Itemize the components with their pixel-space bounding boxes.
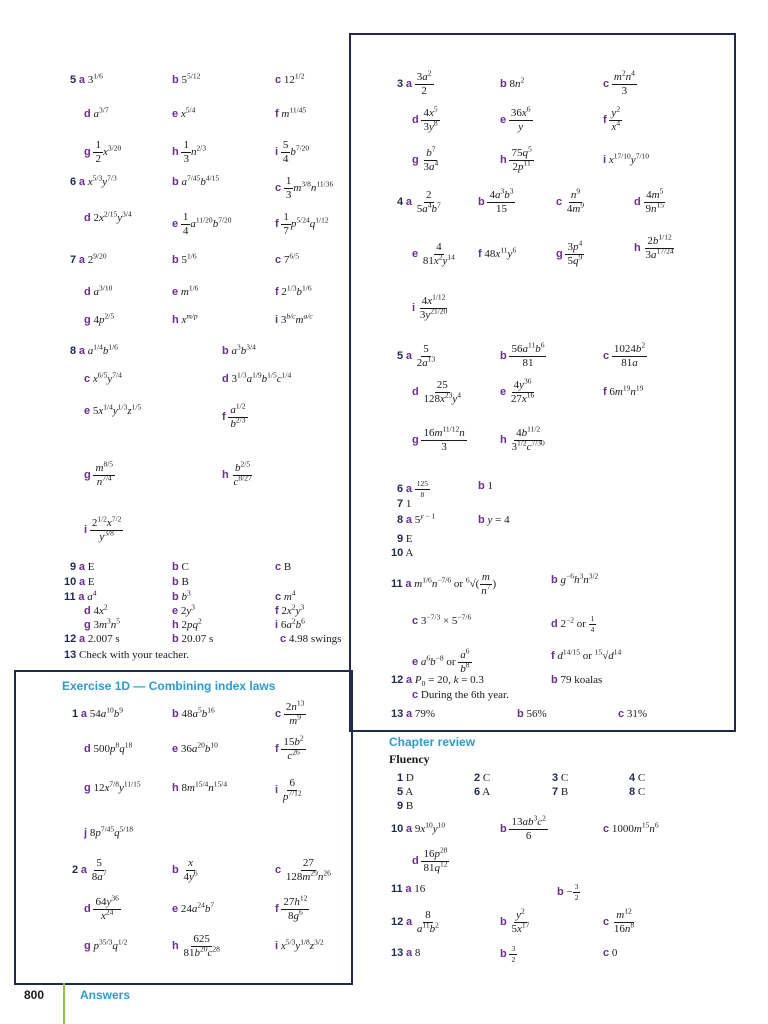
r-4e: e $\frac{4}{81x^2y^{14}}$ [412,241,455,267]
r-6b: b 1 [478,480,493,492]
r-3g: g $\frac{b^7}{3a^4}$ [412,144,439,173]
cr-13b: b $\frac{3}{2}$ [500,944,516,964]
r-5h: h $\frac{4b^{11/2}}{3^{1/2}c^{7/30}}$ [500,424,545,453]
ex1d-2b: b $\frac{x}{4y^6}$ [172,857,198,883]
answer-6f: f $\frac{1}{7}$ $p^{5/24}q^{1/12}$ [275,211,329,237]
r-4f: f $48x^{11}y^6$ [478,245,517,260]
answer-9c: c B [275,561,292,573]
r-11b: b $g^{-6}h^3n^{3/2}$ [551,571,599,586]
cr-6: 6 A [474,786,491,798]
r-3f: f $\frac{y^2}{x^4}$ [603,104,621,133]
answer-8c: c $x^{6/5}y^{7/4}$ [84,370,122,385]
r-7: 7 1 [397,498,412,510]
ex1d-2c: c $\frac{27}{128m^{29}n^{26}}$ [275,857,331,883]
cr-10a: 10 a $9x^{10}y^{10}$ [391,820,446,835]
r-13b: b 56% [517,708,547,720]
cr-3: 3 C [552,772,569,784]
fluency-heading: Fluency [389,752,430,766]
page-number: 800 [24,988,45,1002]
answer-11d: d $4x^2$ [84,602,108,617]
r-8a: 8 a $5^{y - 1}$ [397,511,436,526]
r-3c: c $\frac{m^2n^4}{3}$ [603,68,635,97]
answer-11h: h $2pq^2$ [172,616,202,631]
r-9: 9 E [397,533,413,545]
answer-7e: e $m^{1/6}$ [172,283,199,298]
r-5a: 5 a $\frac{5}{2a^{13}}$ [397,343,436,369]
answer-7i: i $3^{b/c}m^{a/c}$ [275,311,313,326]
answer-5c: c $12^{1/2}$ [275,71,305,86]
r-6a: 6 a $\frac{125}{8}$ [397,479,428,499]
ex1d-1j: j $8p^{7/45}q^{5/18}$ [84,824,133,839]
answer-12c: c 4.98 swings [280,633,342,645]
r-11e: e $a^6b^{-8}$ or $\frac{a^6}{b^8}$ [412,646,470,675]
answer-7g: g $4p^{2/5}$ [84,311,115,326]
answer-8g: g $\frac{m^{8/5}}{n^{7/4}}$ [84,459,114,488]
answer-7h: h $x^{m/p}$ [172,311,198,326]
answer-5i: i $\frac{5}{4}$ $b^{7/20}$ [275,139,310,165]
answer-8h: h $\frac{b^{2/5}}{c^{8/27}}$ [222,459,252,488]
answer-7f: f $2^{1/3}b^{1/6}$ [275,283,312,298]
cr-10b: b $\frac{13ab^3c^2}{6}$ [500,813,546,842]
answer-11e: e $2y^3$ [172,602,196,617]
answer-5g: g $\frac{1}{2}$ $x^{3/20}$ [84,139,122,165]
r-3i: i $x^{17/10}y^{7/10}$ [603,151,650,166]
answer-13: 13 Check with your teacher. [64,649,189,661]
r-13a: 13 a 79% [391,708,436,720]
answer-5d: d $a^{3/7}$ [84,105,109,120]
cr-10c: c $1000m^{15}n^6$ [603,820,659,835]
chapter-review-title: Chapter review [389,735,476,749]
section-label: Answers [80,988,131,1002]
ex1d-1c: c $\frac{2n^{13}}{m^9}$ [275,698,305,727]
r-12a: 12 a $P_0 = 20$, k = 0.3 [391,674,484,689]
ex1d-1a: 1 a $54a^{10}b^9$ [72,705,123,720]
r-11f: f $d^{14/15}$ or $^{15}√d^{14}$ [551,647,622,662]
r-5d: d $\frac{25}{128x^{23}y^4}$ [412,379,462,405]
answer-12b: b 20.07 s [172,633,214,645]
r-5b: b $\frac{56a^{11}b^6}{81}$ [500,340,545,369]
r-3d: d $\frac{4x^5}{3y^8}$ [412,104,438,133]
answer-5f: f $m^{11/45}$ [275,105,307,120]
answer-7b: b $5^{1/6}$ [172,251,197,266]
answer-5h: h $\frac{1}{3}$ $n^{2/3}$ [172,139,207,165]
answer-5a: 5 a $3^{1/6}$ [70,71,103,86]
highlight-box-right [349,33,736,732]
cr-11a: 11 a 16 [391,883,426,895]
r-3a: 3 a $\frac{3a^2}{2}$ [397,68,432,97]
answer-11f: f $2x^2y^3$ [275,602,305,617]
r-4i: i $\frac{4x^{1/12}}{3y^{21/20}}$ [412,292,448,321]
cr-12a: 12 a $\frac{8}{a^{11}b^2}$ [391,909,439,935]
r-4h: h $\frac{2b^{1/12}}{3a^{17/24}}$ [634,232,674,261]
cr-10d: d $\frac{16p^{28}}{81q^{12}}$ [412,845,448,874]
ex1d-2d: d $\frac{64y^{36}}{x^{24}}$ [84,893,119,922]
ex1d-2i: i $x^{5/3}y^{1/8}z^{3/2}$ [275,937,324,952]
ex1d-1b: b $48a^5b^{16}$ [172,705,215,720]
answer-5b: b $5^{5/12}$ [172,71,201,86]
answer-7a: 7 a $2^{9/20}$ [70,251,107,266]
r-4d: d $\frac{4m^5}{9n^{15}}$ [634,186,664,215]
r-5g: g $\frac{16m^{11/12}n}{3}$ [412,424,465,453]
cr-2: 2 C [474,772,491,784]
answer-9b: b C [172,561,189,573]
ex1d-2f: f $\frac{27h^{12}}{8g^6}$ [275,893,308,922]
ex1d-1i: i $\frac{6}{p^{7/12}}$ [275,777,302,803]
r-12c: c During the 6th year. [412,689,509,701]
cr-13a: 13 a 8 [391,947,421,959]
r-10: 10 A [391,547,414,559]
ex1d-2h: h $\frac{625}{81b^{20}c^{28}}$ [172,933,220,959]
ex1d-1d: d $500p^8q^{18}$ [84,740,133,755]
exercise-title: Exercise 1D — Combining index laws [62,679,276,693]
r-11c: c $3^{-7/3} \times 5^{-7/6}$ [412,612,472,627]
r-4c: c $\frac{n^9}{4m^9}$ [556,186,585,215]
ex1d-2a: 2 a $\frac{5}{8a^7}$ [72,857,107,883]
cr-13c: c 0 [603,947,618,959]
cr-1: 1 D [397,772,414,784]
answer-11b: b $b^3$ [172,588,191,603]
answer-11g: g $3m^3n^5$ [84,616,120,631]
cr-5: 5 A [397,786,414,798]
r-11a: 11 a $m^{1/6}n^{-7/6}$ or $^6$√( $\frac{m}{n^7}$ ) [391,571,497,597]
r-3h: h $\frac{75q^5}{2p^{11}}$ [500,144,532,173]
answer-12a: 12 a 2.007 s [64,633,120,645]
answer-8f: f $\frac{a^{1/2}}{b^{2/3}}$ [222,401,246,430]
r-4a: 4 a $\frac{2}{5a^4b^7}$ [397,189,441,215]
ex1d-2g: g $p^{35/3}q^{1/2}$ [84,937,128,952]
answer-7d: d $a^{3/10}$ [84,283,113,298]
r-5c: c $\frac{1024b^2}{81a}$ [603,340,646,369]
answer-8d: d $3^{1/3}a^{1/9}b^{1/5}c^{1/4}$ [222,370,292,385]
cr-12c: c $\frac{m^{12}}{16n^8}$ [603,906,635,935]
cr-7: 7 B [552,786,569,798]
answer-6c: c $\frac{1}{3}$ $m^{3/8}n^{11/36}$ [275,175,334,201]
r-4b: b $\frac{4a^3b^3}{15}$ [478,186,514,215]
answer-8e: e $5x^{1/4}y^{1/3}z^{1/5}$ [84,402,142,417]
cr-8: 8 C [629,786,646,798]
answer-11c: c $m^4$ [275,588,296,603]
answer-8i: i $\frac{2^{1/2}x^{7/2}}{y^{3/8}}$ [84,514,122,543]
cr-9: 9 B [397,800,414,812]
answer-6e: e $\frac{1}{4}$ $a^{11/20}b^{7/20}$ [172,211,232,237]
r-8b: b y = 4 [478,514,510,526]
r-3b: b $8n^2$ [500,75,525,90]
ex1d-2e: e $24a^{24}b^7$ [172,900,215,915]
ex1d-1f: f $\frac{15b^2}{c^{26}}$ [275,733,304,762]
ex1d-1g: g $12x^{7/8}y^{11/15}$ [84,779,141,794]
r-11d: d $2^{-2}$ or $\frac{1}{4}$ [551,614,595,634]
cr-4: 4 C [629,772,646,784]
r-4g: g $\frac{3p^4}{5q^9}$ [556,238,583,267]
cr-11b: b − $\frac{3}{2}$ [557,882,579,902]
r-5e: e $\frac{4y^{36}}{27x^{16}}$ [500,376,535,405]
answer-7c: c $7^{6/5}$ [275,251,299,266]
answer-6d: d $2x^{2/15}y^{3/4}$ [84,209,132,224]
r-13c: c 31% [618,708,648,720]
answer-6a: 6 a $x^{5/3}y^{7/3}$ [70,173,117,188]
answer-8a: 8 a $a^{1/4}b^{1/6}$ [70,342,118,357]
r-5f: f $6m^{19}n^{19}$ [603,383,644,398]
cr-12b: b $\frac{y^2}{5x^{17}}$ [500,906,530,935]
r-12b: b 79 koalas [551,674,603,686]
answer-11i: i $6a^2b^6$ [275,616,305,631]
answer-5e: e $x^{5/4}$ [172,105,196,120]
answer-6b: b $a^{7/45}b^{4/15}$ [172,173,220,188]
r-3e: e $\frac{36x^6}{y}$ [500,104,531,133]
answer-9a: 9 a E [70,561,95,573]
answer-8b: b $a^3b^{3/4}$ [222,342,256,357]
answer-11a: 11 a $a^4$ [64,588,97,603]
footer-divider [63,983,65,1024]
answer-10a: 10 a E [64,576,95,588]
answer-10b: b B [172,576,189,588]
ex1d-1h: h $8m^{15/4}n^{15/4}$ [172,779,228,794]
ex1d-1e: e $36a^{20}b^{10}$ [172,740,218,755]
